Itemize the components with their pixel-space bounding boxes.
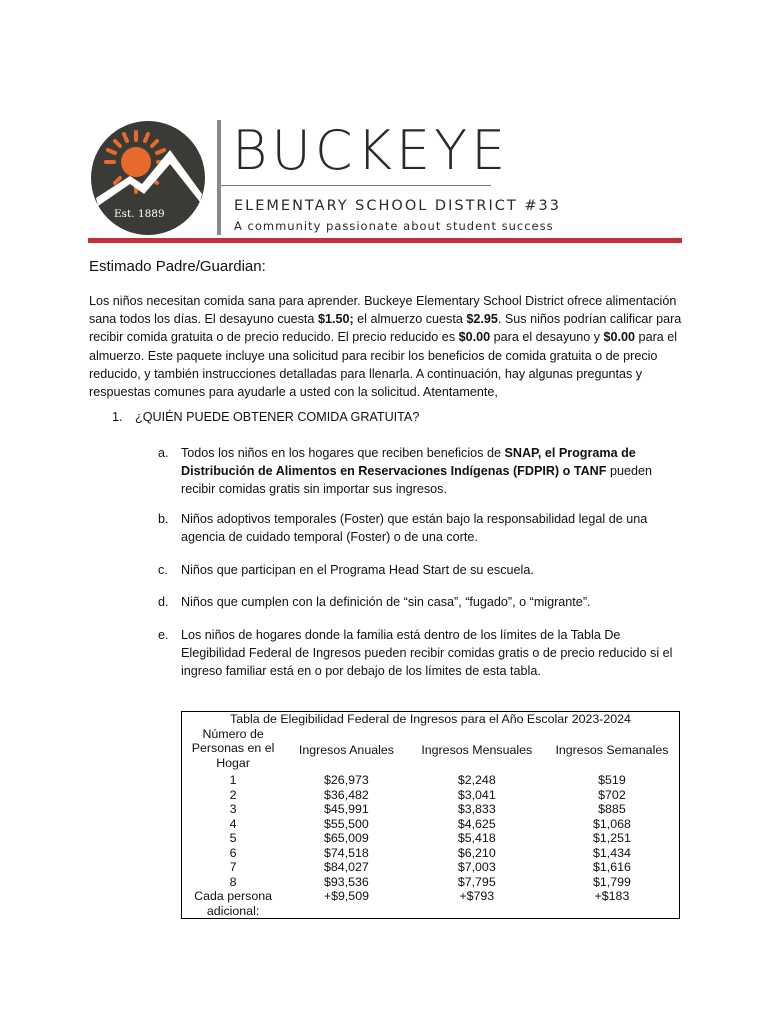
reduced-breakfast-price: $0.00: [458, 330, 491, 345]
table-cell: $1,068: [592, 816, 631, 831]
table-cell: $36,482: [324, 787, 369, 802]
column-header: Ingresos Semanales: [555, 742, 669, 757]
table-row: [182, 817, 680, 832]
question-heading: 1. ¿QUIÉN PUEDE OBTENER COMIDA GRATUITA?: [112, 410, 420, 424]
table-cell: $26,973: [324, 773, 369, 787]
table-cell: $74,518: [324, 845, 369, 860]
table-row: [182, 846, 680, 861]
table-cell: $1,616: [592, 860, 631, 874]
salutation: Estimado Padre/Guardian:: [89, 258, 266, 275]
logo-established: Est. 1889: [114, 208, 165, 220]
column-header: Ingresos Mensuales: [421, 742, 533, 757]
table-cell: $3,041: [457, 787, 496, 802]
list-item: d. Niños que cumplen con la definición de “sin casa”, “fugado”, o “migrante”.: [158, 595, 591, 609]
table-cell: $84,027: [324, 860, 369, 874]
brand-district: ELEMENTARY SCHOOL DISTRICT #33: [234, 198, 561, 214]
header-accent-bar: [88, 238, 682, 243]
district-logo-icon: [90, 120, 206, 236]
table-cell: $1,799: [592, 874, 631, 889]
table-cell: $45,991: [324, 802, 369, 816]
table-cell: $4,625: [457, 816, 496, 831]
list-item: b. Niños adoptivos temporales (Foster) que están bajo la responsabilidad legal de una agencia de cuidado temporal (Foster) o de una corte.: [158, 512, 648, 545]
list-item: e. Los niños de hogares donde la familia está dentro de los límites de la Tabla De Elegibilidad Federal de Ingresos pueden recibir comidas gratis o de precio reducido si el ingreso familiar está en o por debajo de los límites de esta tabla.: [158, 628, 673, 679]
table-row: [182, 889, 680, 919]
lunch-price: $2.95: [466, 312, 498, 327]
table-cell: $6,210: [457, 845, 496, 860]
reduced-lunch-price: $0.00: [603, 330, 636, 345]
table-header-row: [182, 727, 680, 774]
table-title: Tabla de Elegibilidad Federal de Ingresos para el Año Escolar 2023-2024: [182, 712, 680, 727]
income-eligibility-table: [181, 711, 680, 919]
intro-paragraph: Los niños necesitan comida sana para aprender. Buckeye Elementary School District ofrece alimentación sana todos los días. El desayuno cuesta $1.50; el almuerzo cuesta $2.95. Sus niños podrían calificar para recibir comida gratuita o de precio reducido. El precio reducido es $0.00 para el desayuno y $0.00 para el almuerzo. Este paquete incluye una solicitud para recibir los beneficios de comida gratuita o de precio reducido, y también instrucciones detalladas para llenarla. A continuación, hay algunas preguntas y respuestas comunes para ayudarle a usted con la solicitud. Atentamente,: [89, 294, 682, 400]
breakfast-price: $1.50;: [317, 312, 354, 327]
table-cell: $1,434: [592, 845, 631, 860]
table-cell: Cada persona adicional:: [194, 889, 272, 918]
table-cell: $3,833: [457, 802, 496, 816]
table-cell: $5,418: [457, 831, 496, 845]
table-cell: 6: [229, 845, 237, 860]
table-cell: +$793: [459, 889, 495, 903]
brand-name: BUCKEYE: [232, 119, 510, 182]
table-row: [182, 831, 680, 846]
table-cell: $65,009: [324, 831, 369, 845]
table-cell: +$183: [594, 889, 630, 903]
table-row: [182, 788, 680, 803]
column-header: Ingresos Anuales: [298, 742, 394, 757]
table-cell: $1,251: [592, 831, 631, 845]
brand-rule: [221, 185, 491, 186]
table-cell: 7: [229, 860, 237, 874]
table-cell: $7,795: [457, 874, 496, 889]
table-cell: +$9,509: [323, 889, 369, 903]
table-row: [182, 860, 680, 875]
table-cell: 8: [229, 874, 237, 889]
column-header: Número de Personas en el Hogar: [191, 726, 275, 770]
list-item: a. Todos los niños en los hogares que reciben beneficios de SNAP, el Programa de Distribución de Alimentos en Reservaciones Indígenas (FDPIR) o TANF pueden recibir comidas gratis sin importar sus ingresos.: [158, 446, 652, 497]
table-cell: $55,500: [324, 816, 369, 831]
table-row: [182, 802, 680, 817]
table-cell: 4: [229, 816, 237, 831]
brand-tagline: A community passionate about student success: [234, 219, 554, 233]
table-cell: $519: [598, 773, 626, 787]
table-cell: 1: [229, 773, 237, 787]
table-cell: $885: [598, 802, 626, 816]
table-cell: $93,536: [324, 874, 369, 889]
table-cell: 5: [229, 831, 237, 845]
logo-divider: [217, 120, 221, 235]
list-item: c. Niños que participan en el Programa Head Start de su escuela.: [158, 563, 534, 577]
table-cell: 2: [229, 787, 237, 802]
table-row: [182, 773, 680, 788]
table-cell: $702: [598, 787, 626, 802]
table-cell: 3: [229, 802, 237, 816]
table-cell: $2,248: [457, 773, 496, 787]
table-row: [182, 875, 680, 890]
table-cell: $7,003: [457, 860, 496, 874]
